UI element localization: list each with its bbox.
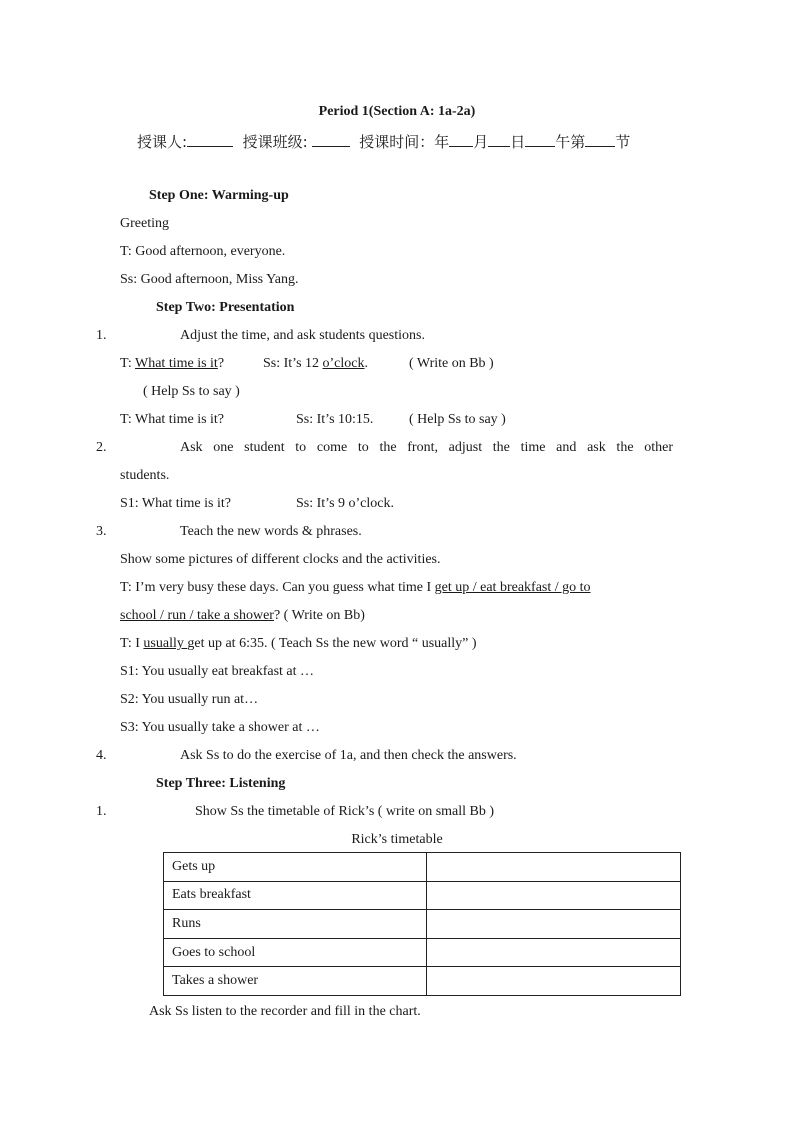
time-cell[interactable]	[427, 938, 681, 967]
dialogue-line	[120, 608, 365, 624]
oclock-underlined: o’clock	[322, 356, 365, 371]
question-mark: ?	[217, 356, 225, 371]
step-one-line: Greeting	[120, 216, 169, 231]
dialogue-line: S3: You usually take a shower at …	[120, 720, 320, 735]
dialogue-line: S2: You usually run at…	[120, 692, 259, 707]
step-one-heading: Step One: Warming-up	[149, 188, 289, 203]
list-number: 2.	[96, 440, 107, 455]
activity-cell: Goes to school	[164, 938, 427, 967]
table-row	[164, 881, 681, 910]
list-item-text: Ask one student to come to the front, adjust the time and ask the other	[180, 440, 673, 455]
table-row	[164, 853, 681, 882]
noon-blank[interactable]	[525, 132, 555, 147]
activity-cell: Takes a shower	[164, 967, 427, 996]
dialogue-line: S1: What time is it?	[120, 496, 231, 511]
speaker-label: T:	[120, 356, 135, 371]
dialogue-line	[120, 580, 673, 596]
activity-cell: Eats breakfast	[164, 881, 427, 910]
time-cell[interactable]	[427, 967, 681, 996]
step-three-heading: Step Three: Listening	[156, 776, 286, 791]
dialogue-line	[120, 636, 477, 652]
time-label: 授课时间：	[359, 133, 435, 151]
note-text: ( Write on Bb )	[409, 356, 494, 371]
day-blank[interactable]	[488, 132, 510, 147]
dialogue-line: T: What time is it?	[120, 412, 225, 427]
lesson-info-line	[137, 131, 630, 152]
list-number: 3.	[96, 524, 107, 539]
step-one-line: Ss: Good afternoon, Miss Yang.	[120, 272, 299, 287]
period-mark: .	[364, 356, 368, 371]
dialogue-line: S1: You usually eat breakfast at …	[120, 664, 315, 679]
list-item-text: Adjust the time, and ask students questions.	[180, 328, 425, 343]
list-number: 4.	[96, 748, 107, 763]
table-row	[164, 967, 681, 996]
note-text: ? ( Write on Bb)	[273, 608, 365, 623]
class-blank[interactable]	[312, 132, 350, 147]
dialogue-text: T: I	[120, 636, 144, 651]
table-caption: Rick’s timetable	[351, 832, 443, 847]
activities-underlined: get up / eat breakfast / go to	[434, 580, 591, 595]
list-number: 1.	[96, 328, 107, 343]
period-blank[interactable]	[585, 132, 615, 147]
activity-cell: Gets up	[164, 853, 427, 882]
table-row	[164, 938, 681, 967]
time-cell[interactable]	[427, 853, 681, 882]
time-cell[interactable]	[427, 910, 681, 939]
class-label: 授课班级:	[242, 133, 308, 151]
question-underlined: What time is it	[135, 356, 218, 371]
day-label: 日	[510, 133, 526, 151]
step-one-line: T: Good afternoon, everyone.	[120, 244, 286, 259]
noon-label: 午第	[555, 133, 586, 151]
timetable	[163, 852, 681, 996]
time-cell[interactable]	[427, 881, 681, 910]
list-item-text: students.	[120, 468, 170, 483]
list-number: 1.	[96, 804, 107, 819]
table-row	[164, 910, 681, 939]
list-item-text: Show Ss the timetable of Rick’s ( write on small Bb )	[195, 804, 495, 819]
usually-underlined: usually	[143, 636, 188, 651]
activity-cell: Runs	[164, 910, 427, 939]
month-label: 月	[473, 133, 489, 151]
teacher-label: 授课人:	[137, 133, 188, 151]
note-text: ( Help Ss to say )	[143, 384, 240, 399]
dialogue-line: Ss: It’s 9 o’clock.	[296, 496, 394, 511]
month-blank[interactable]	[449, 132, 473, 147]
step-two-heading: Step Two: Presentation	[156, 300, 295, 315]
body-line: Ask Ss listen to the recorder and fill in the chart.	[149, 1004, 421, 1019]
answer-text: Ss: It’s 12	[263, 356, 323, 371]
dialogue-line	[120, 356, 224, 372]
body-line: Show some pictures of different clocks and the activities.	[120, 552, 441, 567]
note-text: ( Help Ss to say )	[409, 412, 506, 427]
page-title: Period 1(Section A: 1a-2a)	[318, 104, 476, 119]
dialogue-line: Ss: It’s 10:15.	[296, 412, 374, 427]
activities-underlined: school / run / take a shower	[120, 608, 274, 623]
list-item-text: Ask Ss to do the exercise of 1a, and then check the answers.	[180, 748, 517, 763]
teacher-blank[interactable]	[187, 132, 233, 147]
year-label: 年	[434, 133, 450, 151]
period-label: 节	[615, 133, 631, 151]
dialogue-line	[263, 356, 368, 372]
dialogue-text: get up at 6:35. ( Teach Ss the new word “ usually” )	[187, 636, 477, 651]
list-item-text: Teach the new words & phrases.	[180, 524, 362, 539]
dialogue-text: T: I’m very busy these days. Can you guess what time I	[120, 580, 435, 595]
